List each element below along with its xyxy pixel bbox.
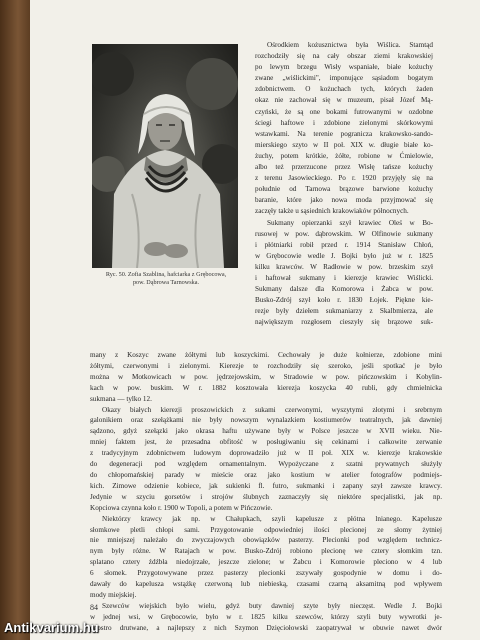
photo-caption	[90, 271, 242, 287]
text-line: albo też przerzucone przez Wisłę tańsze kożuchy	[255, 163, 433, 172]
text-line: zdobnictwem. O kożuchach tych, których żaden	[255, 85, 433, 94]
text-line: wstawkami. Na terenie pogranicza krakowsko-sando-	[255, 129, 433, 138]
text-line: nie mniejszej należało do zwyczajowych obowiązków pasterzy. Plecionki pod względem technicz-	[90, 536, 442, 545]
text-line: i płótniarki robił przed r. 1914 Stanisław Chłoń,	[255, 240, 433, 249]
text-line: południe od Tarnowa brązowe barwione kożuchy	[255, 185, 433, 194]
book-spine	[0, 0, 30, 640]
text-line: many z Koszyc zwane żółtymi lub koszyckimi. Cechowały je duże kołnierze, zdobione mini	[90, 351, 442, 359]
text-line: dnostro drutwane, a najlepszy z nich Szymon Dzięciołowski zaopatrywał w obuwie nawet dwór	[90, 623, 442, 632]
portrait-photo	[92, 44, 238, 268]
text-line: Jedynie w szyciu gorsetów i strojów ślubnych zaznaczyły się niektóre specjalistki, jak np.	[90, 492, 442, 501]
page-number: 84	[90, 603, 98, 612]
text-line: i haftował sukmany i kierezje krawiec Wiślicki.	[255, 273, 433, 282]
text-line: Busko-Zdrój szył koło r. 1830 Łojek. Piękne kie-	[255, 296, 433, 305]
text-line: dawały do kapelusza wstążkę czerwoną lub niebieską, czasami czarną aksamitną pod wpływem	[90, 580, 442, 589]
text-line: Sukmany dalsze dla Komorowa i Żabca w pow.	[255, 285, 433, 294]
right-column-text	[255, 40, 433, 328]
text-line: do chłopomańskiej parady w mieście oraz jako kostium w atelier fotografów podmiejs-	[90, 470, 442, 479]
text-line: baranie, które jako nowa moda przyjmować się	[255, 196, 433, 205]
woman-portrait-image	[92, 44, 238, 268]
text-line: rozchodziły się na cały obszar ziemi krakowskiej	[255, 52, 433, 61]
text-line: sądzono, gdyż szełązki jako okrasa haftu używane były w Polsce jeszcze w XVII wieku. Nie-	[90, 427, 442, 436]
text-line: kich. Zimowe odzienie kobiece, jak sukienki fl. futro, sukmanki i zapany szył zawsze krawcy.	[90, 481, 442, 490]
text-line: z tradycyjnym zdobnictwem ludowym doprowadziło już w II poł. XIX w. kierezje krakowskie	[90, 449, 442, 458]
text-line: mierskiego szyto w II poł. XIX w. długie białe ko-	[255, 140, 433, 149]
text-line: w Grębocowie wedle J. Bojki było już w r. 1825	[255, 251, 433, 260]
text-line: największym rozgłosem cieszyły się brązowe suk-	[255, 318, 433, 327]
text-line: Kopciowa czynna koło r. 1900 w Topoli, a potem w Pińczowie.	[90, 503, 273, 512]
text-line: Szewców wiejskich było wielu, gdyż buty dawniej szyte były nieczęst. Wedle J. Bojki	[102, 601, 442, 610]
text-line: Niektórzy krawcy jak np. w Chałupkach, szyli kapelusze z płótna lnianego. Kapelusze	[102, 514, 442, 523]
text-line: sukmana — tylko 12.	[90, 394, 152, 403]
text-line: po lewym brzegu Wisły wspaniałe, białe kożuchy	[255, 63, 433, 72]
text-line: galonikiem oraz szełążkami nie były nowszym wynalazkiem kostiumerów teatralnych, jak dawniej	[90, 416, 442, 425]
text-line: rusowej w pow. dąbrowskim. W Olfinowie sukmany	[255, 229, 433, 238]
text-line: okaz nie zachował się w muzeum, pisał Józef Mą-	[255, 96, 433, 105]
text-line: w jednej wsi, w Grębocowie, było w r. 1825 kilku szewców, którzy szyli buty wywrotki je-	[90, 612, 442, 621]
text-line: splatano cztery źdźbła niedojrzałe, jeszcze zielone; w Żabcu i Komorowie pleciono w 4 lub	[90, 558, 442, 567]
text-line: z terenu Jasowieckiego. Po r. 1920 przyjęły się na	[255, 174, 433, 183]
text-line: zwane „wiślickimi", imponujące sąsiadom bogatym	[255, 74, 433, 83]
text-line: kilku krawców. W Radłowie w pow. brzeskim szył	[255, 262, 433, 271]
text-line: żółtymi, czerwonymi i zielonymi. Kierezje te rozchodziły się szeroko, jeśli spotkać je było	[90, 361, 442, 370]
watermark-text: Antikvarium.hu	[4, 620, 99, 635]
text-line: żuchy, potem krótkie, żółte, robione w Ćmielowie,	[255, 151, 433, 160]
text-line: 6 słomek. Przygotowywane przez pasterzy plecionki zszywały gospodynie w domu i do-	[90, 569, 442, 578]
text-line: mniej faktem jest, że przesadna obfitość w posługiwaniu się cekinami i całkowite zerwanie	[90, 438, 442, 447]
caption-line: Ryc. 50. Zofia Szablina, hafciarka z Grębocowa,	[105, 271, 227, 278]
text-line: zaczęły także u sąsiednich krakowiaków północnych.	[255, 207, 409, 216]
text-line: ściegi haftowe i zdobione zielonymi skórkowymi	[255, 118, 433, 127]
text-line: Sukmany opierzanki szył krawiec Oleś w Bo-	[267, 218, 433, 227]
text-line: można w Motkowicach w pow. jędrzejowskim, w Stradowie w pow. pińczowskim i Kobylin-	[90, 372, 442, 381]
text-line: słomkowe pletli chłopi sami. Przygotowanie odpowiedniej ilości plecionej ze słomy żytniej	[90, 525, 442, 534]
text-line: do degeneracji pod względem ornamentalnym. Wypożyczane z szatni prywatnych służyły	[90, 460, 442, 469]
text-line: Okazy białych kierezji proszowickich z sukami czerwonymi, wyszytymi złotymi i srebrnym	[102, 405, 442, 414]
caption-line: pow. Dąbrowa Tarnowska.	[132, 279, 200, 286]
text-line: mody miejskiej.	[90, 590, 137, 599]
full-width-text	[90, 350, 442, 634]
text-line: kach w pow. buskim. W r. 1882 kosztowała kierezja koszycka 40 rubli, gdy chmielnicka	[90, 383, 442, 392]
text-line: rezje były dziełem sukmaniarzy z Skalbmierza, ale	[255, 307, 433, 316]
text-line: Ośrodkiem kożusznictwa była Wiślica. Stamtąd	[267, 41, 433, 49]
text-line: czyński, że są one bokami futrowanymi w ozdobne	[255, 107, 433, 116]
text-line: nym były różne. W Ratajach w pow. Busko-Zdrój robiono plecionę we cztery słomkim tzn.	[90, 547, 442, 556]
